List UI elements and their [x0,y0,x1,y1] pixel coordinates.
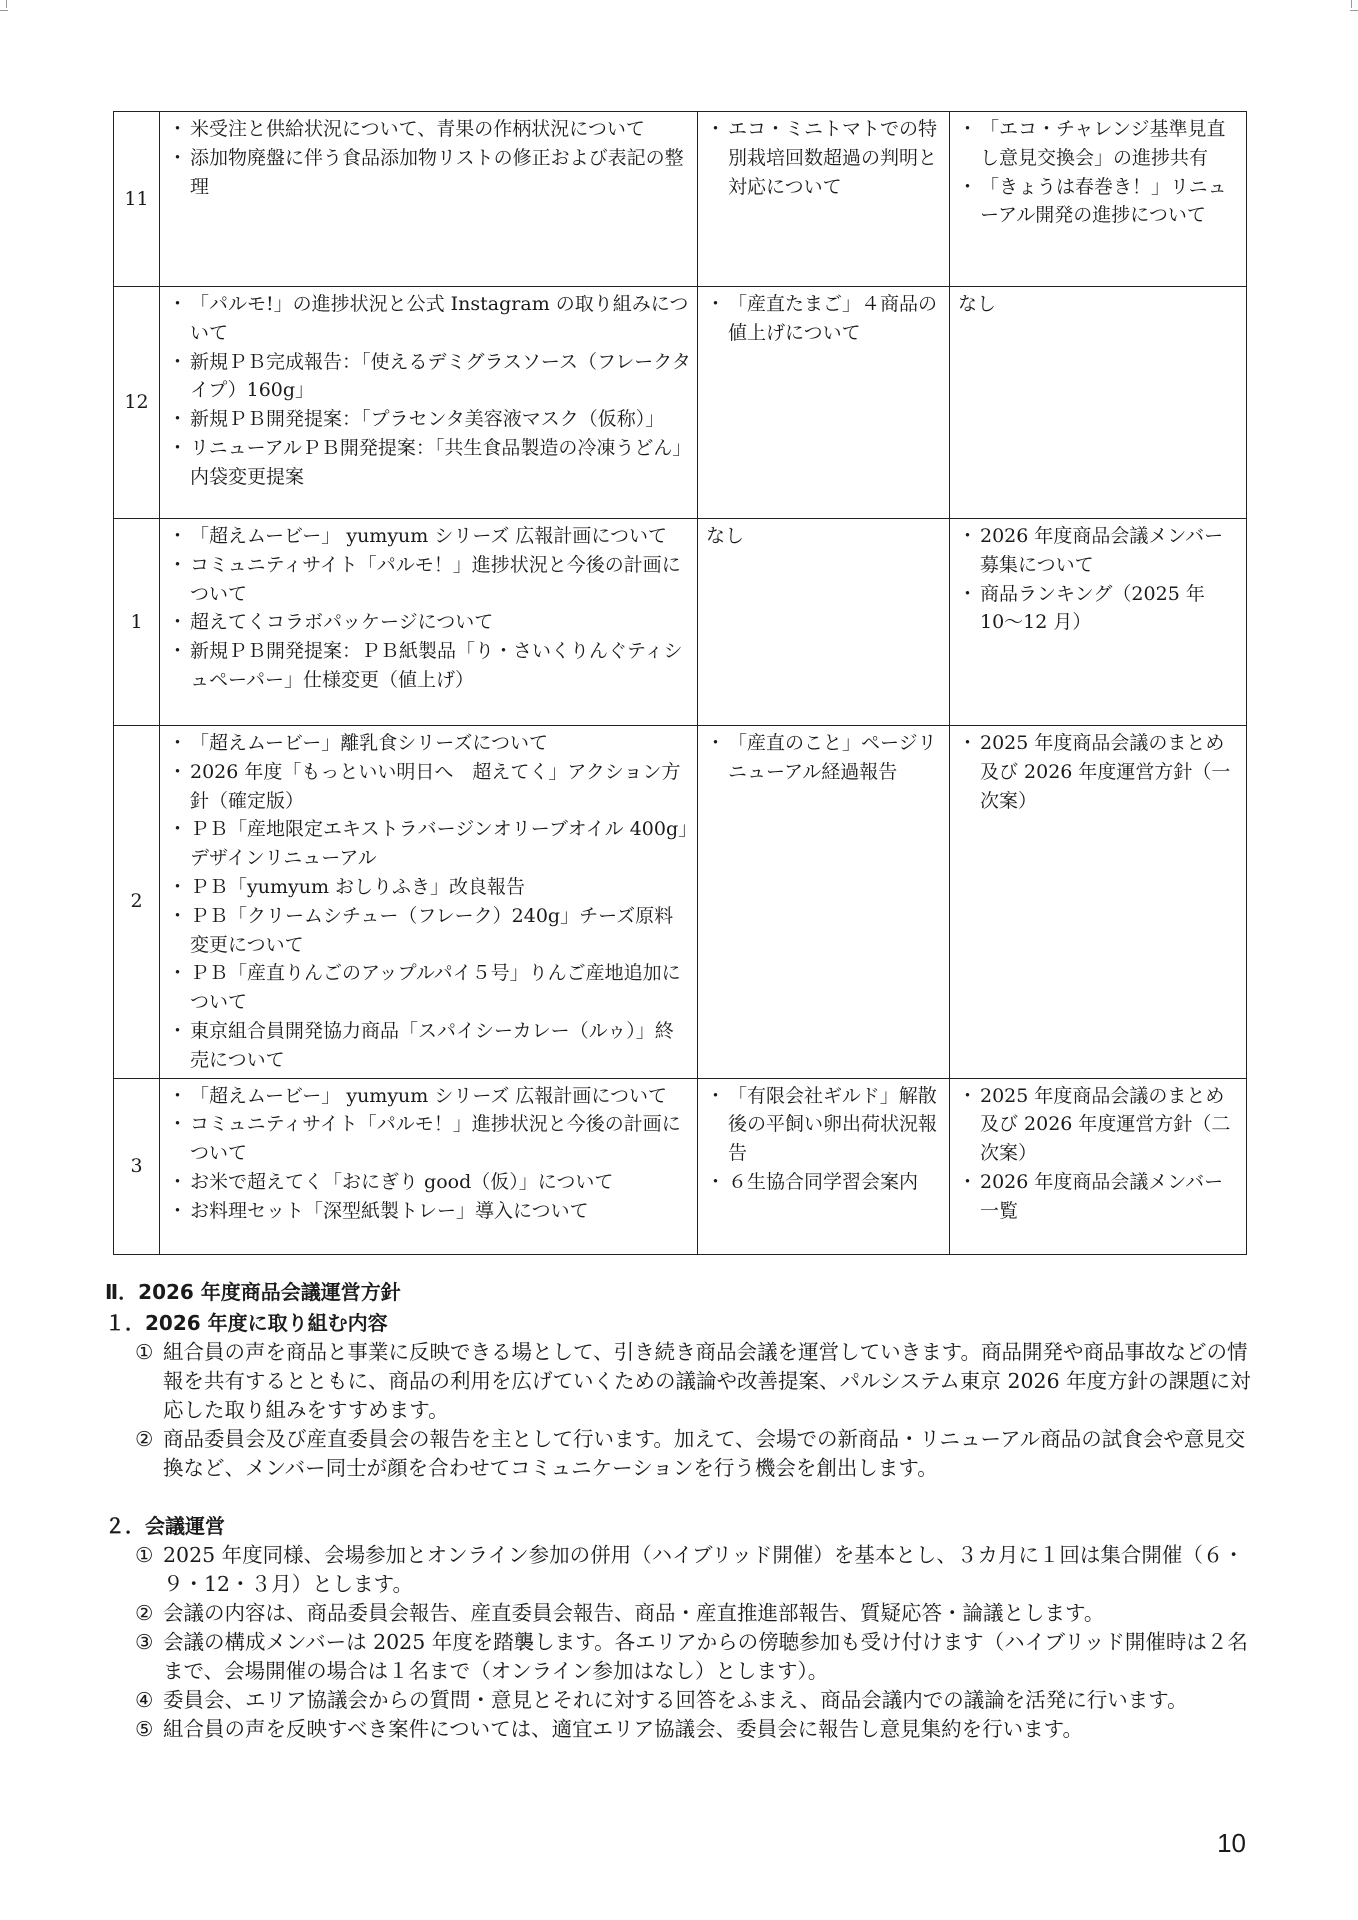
page-number: 10 [1217,1828,1246,1858]
list-item: ・ 2026 年度商品会議メンバー一覧 [958,1168,1240,1226]
col1-list [168,1082,691,1226]
col3-list [958,522,1240,637]
table-row [114,1078,1247,1254]
numbered-paragraph: ① 2025 年度同様、会場参加とオンライン参加の併用（ハイブリッド開催）を基本とし、３カ月に１回は集合開催（６・９・12・３月）とします。 [135,1541,1255,1599]
list-item: ・ 2025 年度商品会議のまとめ及び 2026 年度運営方針（一次案） [958,729,1240,815]
subsection-1-title: １．2026 年度に取り組む内容 [105,1311,388,1335]
other-cell [950,287,1247,519]
section-2 [105,1278,1255,1744]
list-item: ・ 「超えムービー」 yumyum シリーズ 広報計画について [168,522,691,551]
col3-list [958,729,1240,815]
list-item: ・ 「エコ・チャレンジ基準見直し意見交換会」の進捗共有 [958,115,1240,173]
list-item: ・ コミュニティサイト「パルモ！」進捗状況と今後の計画について [168,551,691,609]
numbered-paragraph: ⑤ 組合員の声を反映すべき案件については、適宜エリア協議会、委員会に報告し意見集約を行います。 [135,1715,1255,1744]
cell-text: なし [706,525,745,547]
list-item: ・ ６生協合同学習会案内 [706,1168,943,1197]
list-item: ・ 2025 年度商品会議のまとめ及び 2026 年度運営方針（二次案） [958,1082,1240,1168]
table-row [114,287,1247,519]
numbered-paragraph: ② 会議の内容は、商品委員会報告、産直委員会報告、商品・産直推進部報告、質疑応答・論議とします。 [135,1599,1255,1628]
list-item: ・ 添加物廃盤に伴う食品添加物リストの修正および表記の整理 [168,144,691,202]
other-cell [950,519,1247,726]
section-2-title: Ⅱ．2026 年度商品会議運営方針 [105,1280,401,1304]
list-item: ・ 「超えムービー」 yumyum シリーズ 広報計画について [168,1082,691,1111]
col1-list [168,522,691,695]
report-cell [698,519,950,726]
list-item: ・ 「有限会社ギルド」解散後の平飼い卵出荷状況報告 [706,1082,943,1168]
list-item: ・ 「超えムービー」離乳食シリーズについて [168,729,691,758]
list-item: ・ 東京組合員開発協力商品「スパイシーカレー（ルゥ）」終売について [168,1017,691,1075]
col1-list [168,115,691,201]
list-item: ・ ＰＢ「産地限定エキストラバージンオリーブオイル 400g」デザインリニューアル [168,815,691,873]
col2-list [706,729,943,787]
subsection-2-list [105,1541,1255,1744]
table-row [114,726,1247,1079]
agenda-cell [160,1078,698,1254]
agenda-table [113,111,1247,1255]
list-item: ・ お料理セット「深型紙製トレー」導入について [168,1197,691,1226]
col3-list [958,1082,1240,1226]
list-item: ・ コミュニティサイト「パルモ！」進捗状況と今後の計画について [168,1110,691,1168]
other-cell [950,726,1247,1079]
list-item: ・ 2026 年度商品会議メンバー募集について [958,522,1240,580]
month-cell: 3 [114,1078,160,1254]
list-item: ・ 「きょうは春巻き！」リニューアル開発の進捗について [958,173,1240,231]
list-item: ・ お米で超えてく「おにぎり good（仮）」について [168,1168,691,1197]
month-cell: 11 [114,112,160,287]
list-item: ・ 新規ＰＢ完成報告：「使えるデミグラスソース（フレークタイプ）160g」 [168,348,691,406]
list-item: ・ リニューアルＰＢ開発提案：「共生食品製造の冷凍うどん」内袋変更提案 [168,434,691,492]
list-item: ・ ＰＢ「クリームシチュー（フレーク）240g」チーズ原料変更について [168,902,691,960]
subsection-2-title: ２．会議運営 [105,1514,225,1538]
list-item: ・ 新規ＰＢ開発提案：ＰＢ紙製品「り・さいくりんぐティシュペーパー」仕様変更（値上げ） [168,637,691,695]
list-item: ・ ＰＢ「産直りんごのアップルパイ５号」りんご産地追加について [168,959,691,1017]
list-item: ・ 超えてくコラボパッケージについて [168,608,691,637]
other-cell [950,1078,1247,1254]
month-cell: 12 [114,287,160,519]
report-cell [698,1078,950,1254]
table-row [114,112,1247,287]
list-item: ・ 商品ランキング（2025 年 10〜12 月） [958,580,1240,638]
month-cell: 1 [114,519,160,726]
list-item: ・ 「産直たまご」４商品の値上げについて [706,290,943,348]
report-cell [698,112,950,287]
numbered-paragraph: ③ 会議の構成メンバーは 2025 年度を踏襲します。各エリアからの傍聴参加も受け付けます（ハイブリッド開催時は２名まで、会場開催の場合は１名まで（オンライン参加はなし）とします）。 [135,1628,1255,1686]
list-item: ・ ＰＢ「yumyum おしりふき」改良報告 [168,873,691,902]
report-cell [698,287,950,519]
numbered-paragraph: ① 組合員の声を商品と事業に反映できる場として、引き続き商品会議を運営していきます。商品開発や商品事故などの情報を共有するとともに、商品の利用を広げていくための議論や改善提案、パルシステム東京 2026 年度方針の課題に対応した取り組みをすすめます。 [135,1338,1255,1425]
col3-list [958,115,1240,230]
list-item: ・ 新規ＰＢ開発提案：「プラセンタ美容液マスク（仮称）」 [168,405,691,434]
agenda-cell [160,287,698,519]
col2-list [706,115,943,201]
numbered-paragraph: ④ 委員会、エリア協議会からの質問・意見とそれに対する回答をふまえ、商品会議内での議論を活発に行います。 [135,1686,1255,1715]
col2-list [706,290,943,348]
cell-text: なし [958,293,997,315]
agenda-cell [160,519,698,726]
list-item: ・ 米受注と供給状況について、青果の作柄状況について [168,115,691,144]
agenda-cell [160,112,698,287]
agenda-cell [160,726,698,1079]
list-item: ・ エコ・ミニトマトでの特別栽培回数超過の判明と対応について [706,115,943,201]
col1-list [168,290,691,492]
col1-list [168,729,691,1075]
list-item: ・ 「パルモ!」の進捗状況と公式 Instagram の取り組みについて [168,290,691,348]
numbered-paragraph: ② 商品委員会及び産直委員会の報告を主として行います。加えて、会場での新商品・リニューアル商品の試食会や意見交換など、メンバー同士が顔を合わせてコミュニケーションを行う機会を創出します。 [135,1425,1255,1483]
list-item: ・ 「産直のこと」ページリニューアル経過報告 [706,729,943,787]
col2-list [706,1082,943,1197]
subsection-1-list [105,1338,1255,1483]
list-item: ・ 2026 年度「もっといい明日へ 超えてく」アクション方針（確定版） [168,758,691,816]
other-cell [950,112,1247,287]
table-row [114,519,1247,726]
month-cell: 2 [114,726,160,1079]
report-cell [698,726,950,1079]
